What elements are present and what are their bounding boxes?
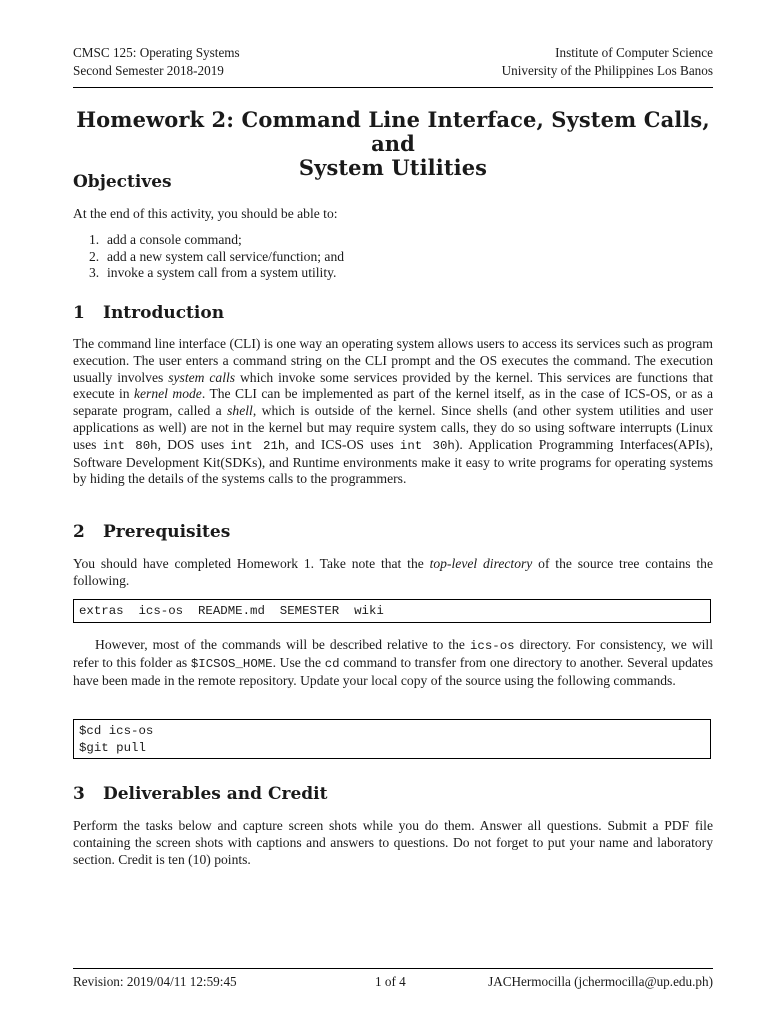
list-item: 1. add a console command; [89,232,242,247]
title-line-2: System Utilities [298,155,488,180]
course-name: CMSC 125: Operating Systems [73,45,240,60]
header-rule [73,87,713,88]
semester: Second Semester 2018-2019 [73,63,224,78]
section-2-heading: 2 Prerequisites [73,522,231,542]
command-line-1: $cd ics-os [79,724,154,738]
directory-listing: extras ics-os README.md SEMESTER wiki [79,604,384,618]
page-number: 1 of 4 [375,974,406,989]
section-3-heading: 3 Deliverables and Credit [73,784,328,804]
document-title [73,108,713,180]
institute-name: Institute of Computer Science [555,45,713,60]
revision-info: Revision: 2019/04/11 12:59:45 [73,974,237,989]
prerequisites-paragraph: You should have completed Homework 1. Take note that the top-level directory of the source tree contains the following. [73,556,713,588]
list-item: 3. invoke a system call from a system utility. [89,265,337,281]
footer-rule [73,968,713,969]
deliverables-paragraph: Perform the tasks below and capture screen shots while you do them. Answer all questions. Submit a PDF file containing the screen shots with captions and answers to questions. Do not forget to put your name and laboratory section. Credit is ten (10) points. [73,818,713,867]
command-line-2: $git pull [79,740,146,755]
objectives-heading: Objectives [73,172,172,192]
commands-paragraph: However, most of the commands will be described relative to the ics-os directory. For consistency, we will refer to this folder as $ICSOS_HOME. Use the cd command to transfer from one directory to another. Several updates have been made in the remote repository. Update your local copy of the source using the following commands. [73,637,714,688]
objectives-intro: At the end of this activity, you should be able to: [73,206,338,221]
title-line-1: Homework 2: Command Line Interface, System Calls, and [76,107,710,156]
git-commands-box [73,719,711,759]
list-item: 2. add a new system call service/function; and [89,248,345,264]
author-info: JACHermocilla (jchermocilla@up.edu.ph) [488,974,713,989]
introduction-paragraph: The command line interface (CLI) is one way an operating system allows users to access its services such as program execution. The user enters a command string on the CLI prompt and the OS executes the command. The execution usually involves system calls which invoke some services provided by the kernel. This services are functions that execute in kernel mode. The CLI can be implemented as part of the kernel itself, as in the case of ICS-OS, or as a separate program, called a shell, which is outside of the kernel. Since shells (and other system utilities and user applications as well) are not in the kernel but may require system calls, they do so using software interrupts (Linux uses int 80h, DOS uses int 21h, and ICS-OS uses int 30h). Application Programming Interfaces(APIs), Software Development Kit(SDKs), and Runtime environments make it easy to write programs for operating systems by hiding the details of the systems calls to the programmers. [73,336,713,487]
objectives-list [73,232,344,282]
directory-listing-box [73,599,711,623]
section-1-heading: 1 Introduction [73,303,225,323]
university-name: University of the Philippines Los Banos [501,63,713,78]
